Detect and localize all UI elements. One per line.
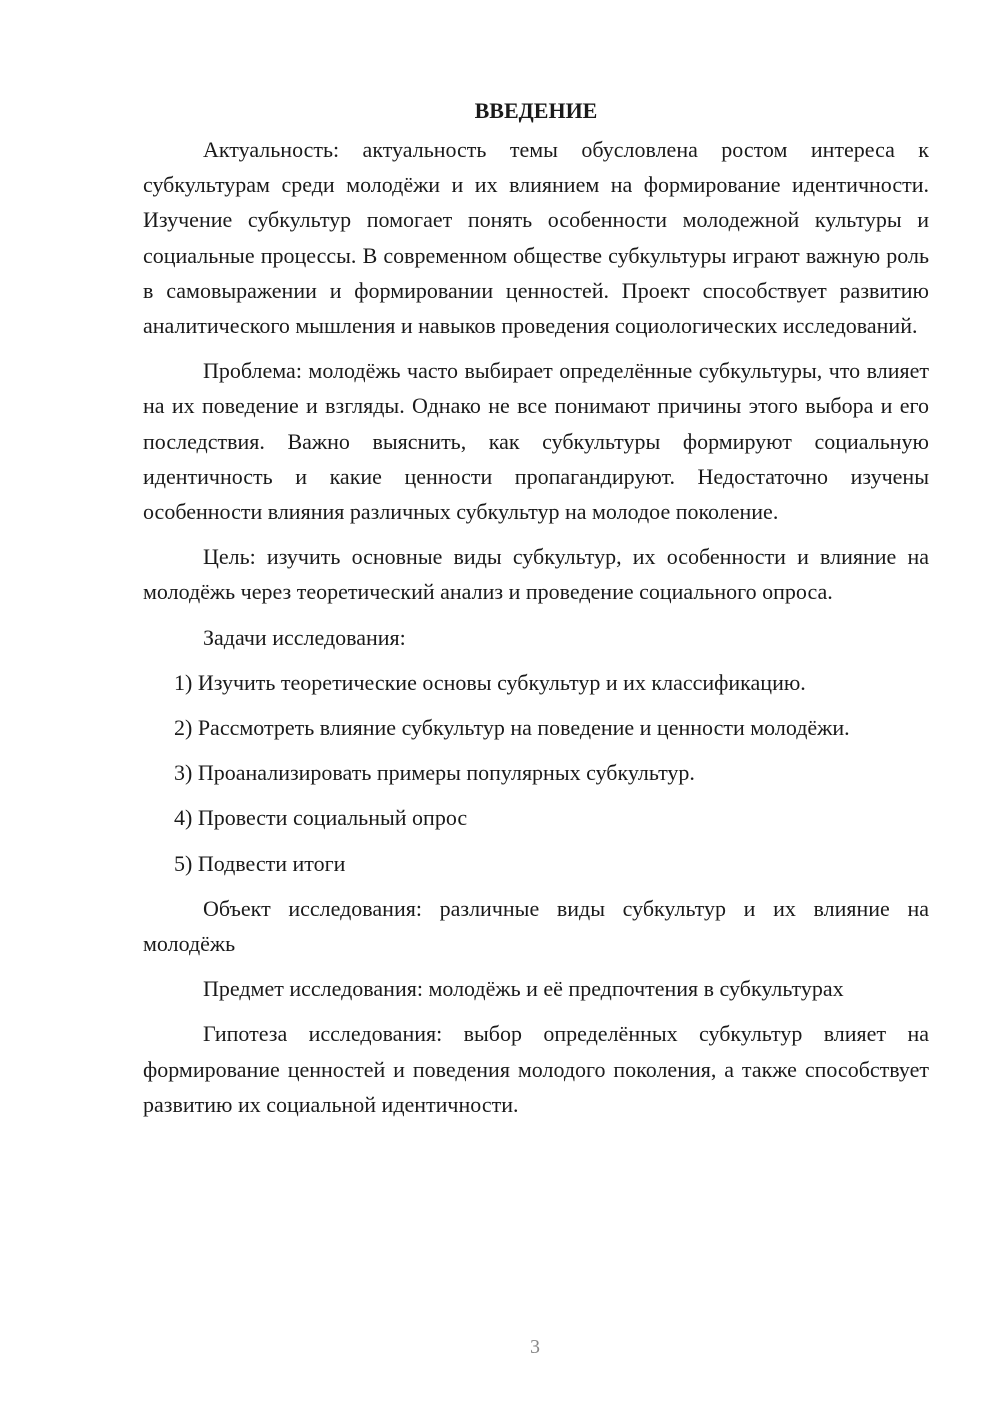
task-item-2: 2) Рассмотреть влияние субкультур на поведение и ценности молодёжи. (174, 715, 850, 741)
paragraph-relevance: Актуальность: актуальность темы обусловлена ростом интереса к субкультурам среди молодёжи и их влиянием на формирование идентичности. Изучение субкультур помогает понять особенности молодежной культуры и социальные процессы. В современном обществе субкультуры играют важную роль в самовыражении и формировании ценностей. Проект способствует развитию аналитического мышления и навыков проведения социологических исследований. (143, 137, 929, 339)
task-item-3: 3) Проанализировать примеры популярных субкультур. (174, 760, 695, 786)
task-item-1: 1) Изучить теоретические основы субкультур и их классификацию. (174, 669, 806, 695)
paragraph-tasks-heading: Задачи исследования: (203, 624, 406, 650)
page-number: 3 (530, 1336, 540, 1358)
paragraph-hypothesis: Гипотеза исследования: выбор определённых субкультур влияет на формирование ценностей и поведения молодого поколения, а также способствует развитию их социальной идентичности. (143, 1021, 929, 1117)
paragraph-object: Объект исследования: различные виды субкультур и их влияние на молодёжь (143, 895, 929, 957)
task-item-5: 5) Подвести итоги (174, 850, 346, 876)
document-page (143, 90, 929, 1122)
paragraph-subject: Предмет исследования: молодёжь и её предпочтения в субкультурах (203, 976, 844, 1002)
section-title: ВВЕДЕНИЕ (474, 98, 598, 123)
paragraph-goal: Цель: изучить основные виды субкультур, их особенности и влияние на молодёжь через теоретический анализ и проведение социального опроса. (143, 544, 929, 605)
paragraph-problem: Проблема: молодёжь часто выбирает определённые субкультуры, что влияет на их поведение и взгляды. Однако не все понимают причины этого выбора и его последствия. Важно выяснить, как субкультуры формируют социальную идентичность и какие ценности пропагандируют. Недостаточно изучены особенности влияния различных субкультур на молодое поколение. (143, 358, 929, 525)
task-item-4: 4) Провести социальный опрос (174, 805, 468, 831)
